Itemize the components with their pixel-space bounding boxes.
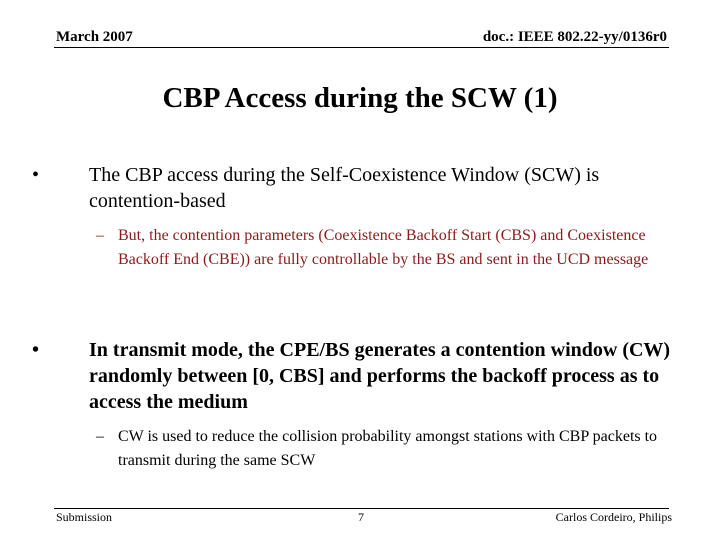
bullet-text: The CBP access during the Self-Coexistence Window (SCW) is contention-based xyxy=(89,164,600,212)
footer-submission: Submission xyxy=(56,510,113,524)
footer-page-number: 7 xyxy=(358,510,364,524)
bullet-text: In transmit mode, the CPE/BS generates a contention window (CW) randomly between [0, CBS] and performs the backoff process as to access the medium xyxy=(89,339,671,413)
sub-bullet-text: But, the contention parameters (Coexistence Backoff Start (CBS) and Coexistence Backoff End (CBE)) are fully controllable by the BS and sent in the UCD message xyxy=(118,227,649,268)
bullet-item xyxy=(32,337,672,415)
bullet-item xyxy=(32,162,672,214)
bullet-block-1 xyxy=(32,162,672,272)
sub-bullet-marker: – xyxy=(96,428,104,445)
header-date: March 2007 xyxy=(56,29,133,45)
sub-bullet-item xyxy=(96,224,678,272)
header-divider xyxy=(54,47,669,48)
sub-bullet-text: CW is used to reduce the collision probability amongst stations with CBP packets to transmit during the same SCW xyxy=(118,428,658,469)
header-doc-id: doc.: IEEE 802.22-yy/0136r0 xyxy=(482,29,667,45)
bullet-marker: • xyxy=(32,339,40,361)
sub-bullet-marker: – xyxy=(96,227,104,244)
bullet-marker: • xyxy=(32,164,40,186)
slide-title: CBP Access during the SCW (1) xyxy=(162,82,558,114)
bullet-block-2 xyxy=(32,337,672,473)
footer-divider xyxy=(54,508,669,509)
footer-author: Carlos Cordeiro, Philips xyxy=(555,510,672,524)
sub-bullet-item xyxy=(96,425,678,473)
